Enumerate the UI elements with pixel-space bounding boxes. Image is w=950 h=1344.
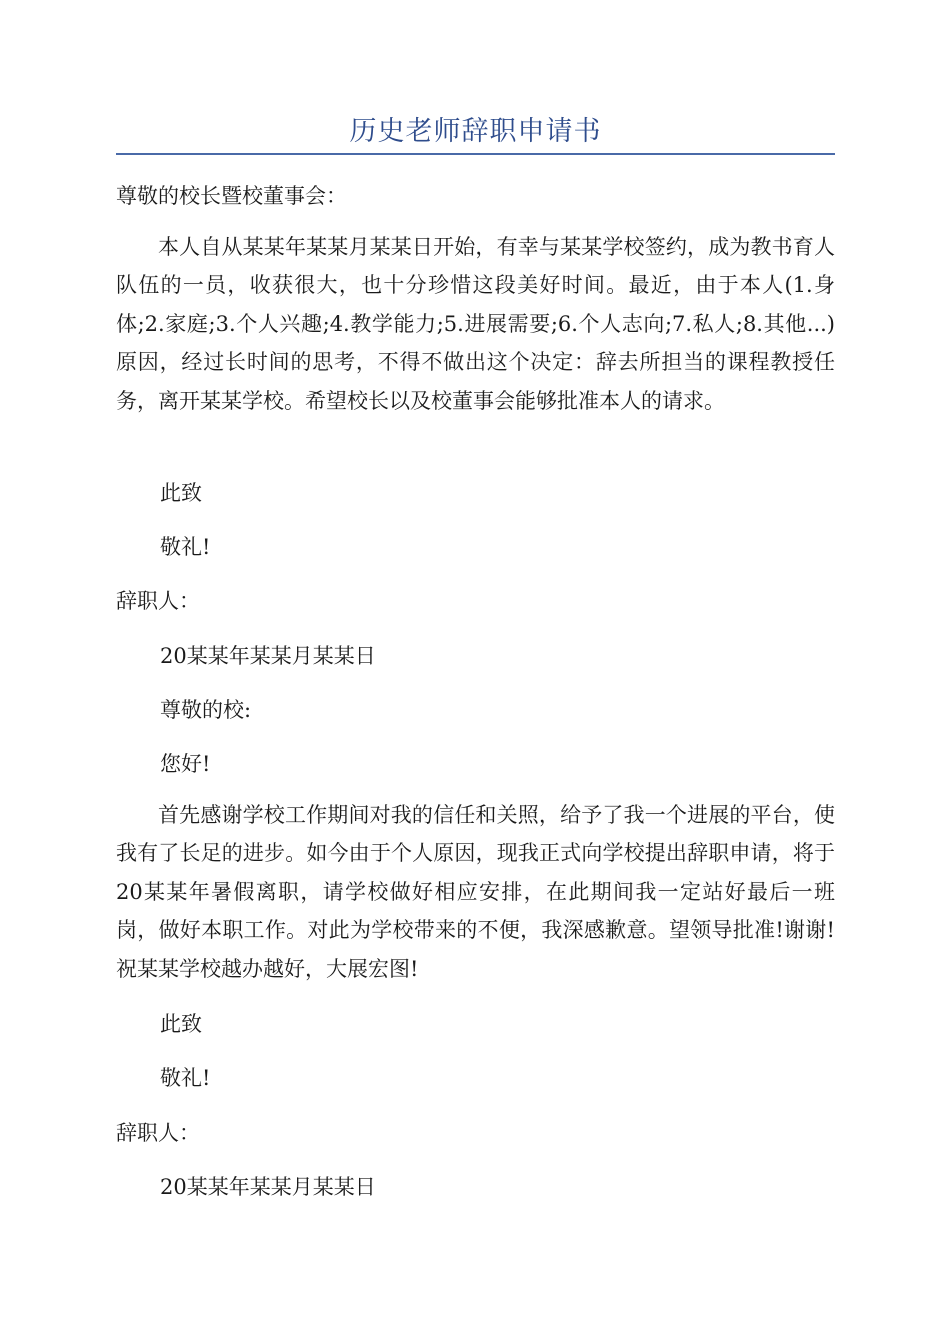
letter2-date: 20某某年某某月某某日 [160,1175,376,1199]
letter2-closing-1: 此致 [160,1012,202,1036]
document-title: 历史老师辞职申请书 [349,116,602,147]
letter2-salutation: 尊敬的校: [160,698,252,722]
title-underline [116,153,835,155]
letter1-closing-2: 敬礼! [160,535,211,559]
letter2-signature-label: 辞职人： [116,1121,200,1145]
letter1-body: 本人自从某某年某某月某某日开始，有幸与某某学校签约，成为教书育人队伍的一员，收获很大，也十分珍惜这段美好时间。最近，由于本人(1.身体;2.家庭;3.个人兴趣;4.教学能力;5.进展需要;6.个人志向;7.私人;8.其他...)原因，经过长时间的思考，不得不做出这个决定：辞去所担当的课程教授任务，离开某某学校。希望校长以及校董事会能够批准本人的请求。 [116,235,835,413]
letter2-closing-2: 敬礼! [160,1066,211,1090]
letter1-date: 20某某年某某月某某日 [160,644,376,668]
letter1-signature-label: 辞职人： [116,589,200,613]
letter1-salutation: 尊敬的校长暨校董事会： [116,184,347,208]
letter2-body: 首先感谢学校工作期间对我的信任和关照，给予了我一个进展的平台，使我有了长足的进步。如今由于个人原因，现我正式向学校提出辞职申请，将于20某某年暑假离职，请学校做好相应安排，在此期间我一定站好最后一班岗，做好本职工作。对此为学校带来的不便，我深感歉意。望领导批准!谢谢!祝某某学校越办越好，大展宏图! [116,803,835,981]
letter2-greeting: 您好! [160,752,211,776]
letter1-closing-1: 此致 [160,481,202,505]
